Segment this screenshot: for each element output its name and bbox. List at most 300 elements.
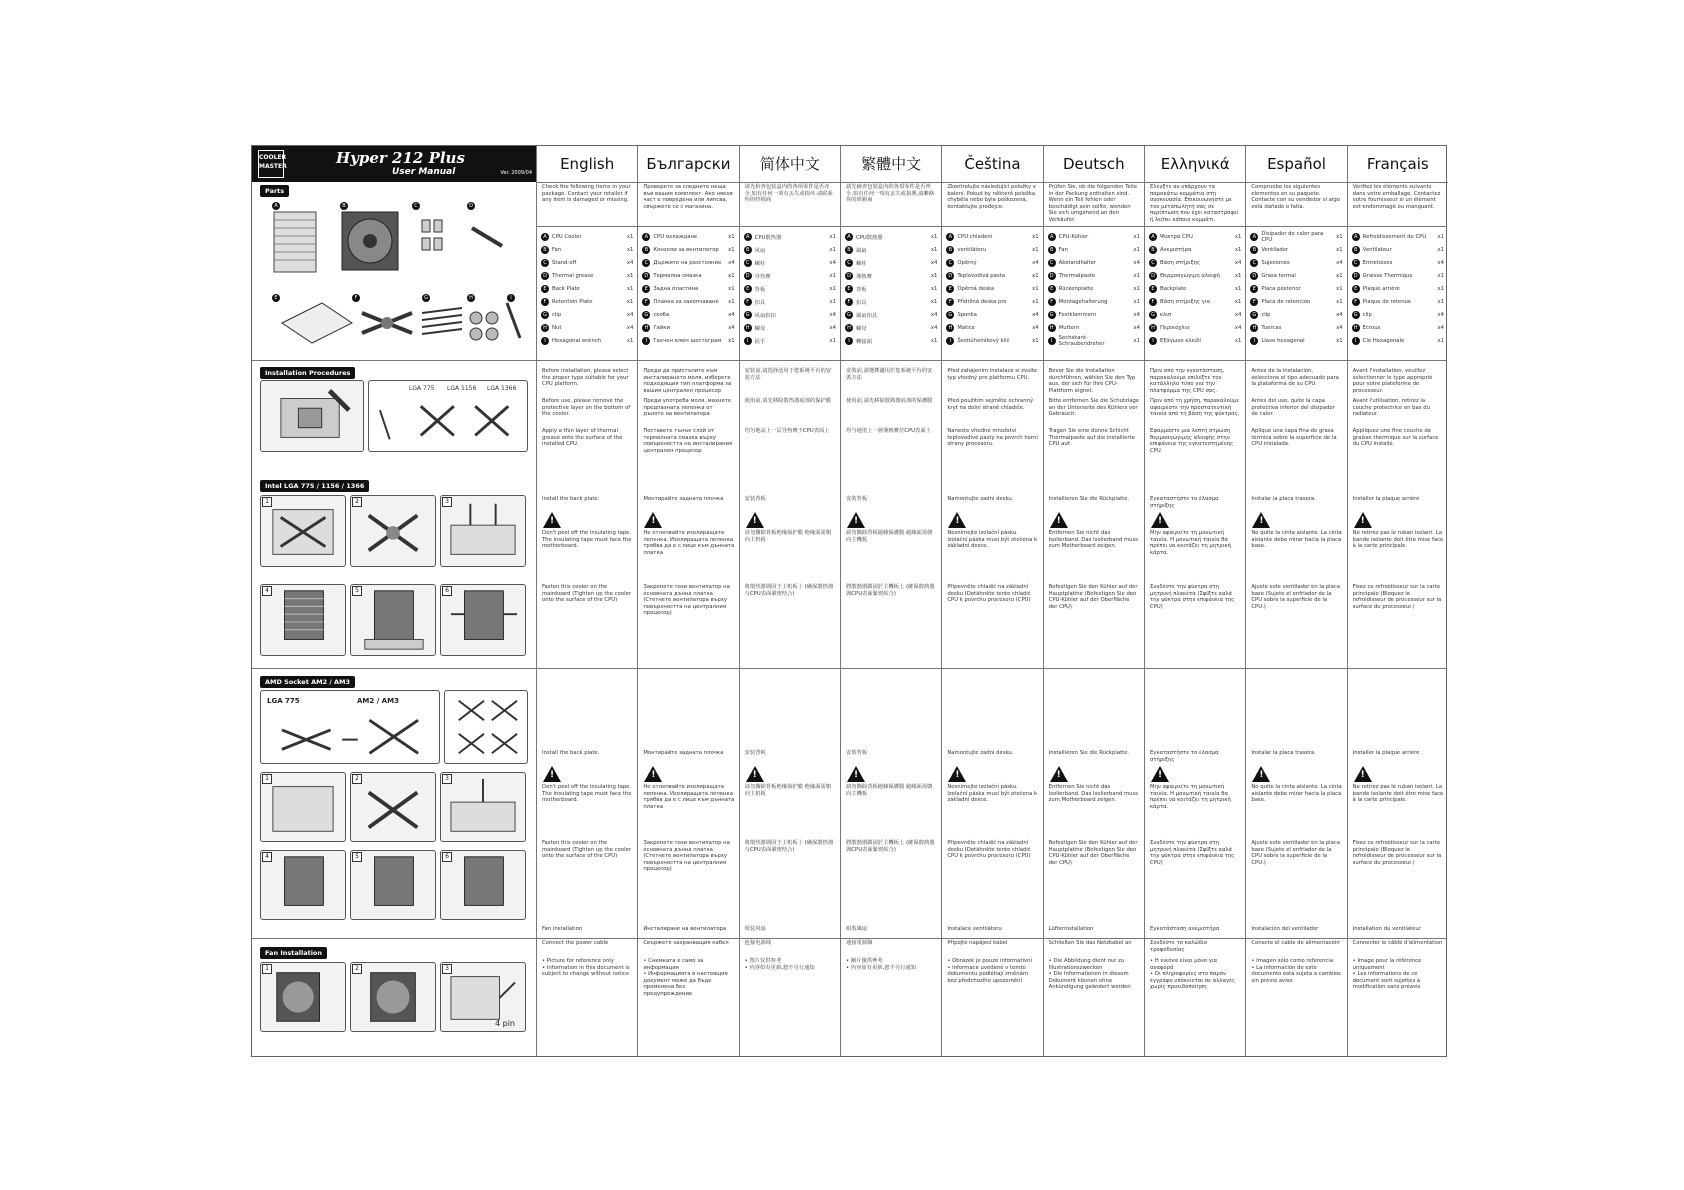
section-label-parts: Parts xyxy=(260,185,289,197)
part-letter-badge: F xyxy=(541,298,549,306)
warning-insulating-tape: Не отлепвайте изолиращата лепенка. Изолиращата лепенка трябва да е с лице към дънната платка xyxy=(643,530,735,556)
section-label-amd: AMD Socket AM2 / AM3 xyxy=(260,676,355,688)
part-name: CPU散熱器 xyxy=(856,234,883,241)
part-quantity: x1 xyxy=(829,298,836,305)
part-name: Refroidissement de CPU xyxy=(1362,233,1427,240)
parts-list-item xyxy=(1149,230,1241,243)
parts-list-item xyxy=(1250,269,1342,282)
part-letter-badge: G xyxy=(1149,311,1157,319)
part-quantity: x4 xyxy=(1234,311,1242,318)
part-letter-badge: B xyxy=(1149,246,1157,254)
part-name: Opěrná deska xyxy=(957,285,995,292)
part-name: Disipador de calor para CPU xyxy=(1261,230,1324,243)
part-quantity: x1 xyxy=(626,285,634,292)
intel-step-2: 2 xyxy=(350,495,436,567)
parts-list-item xyxy=(845,321,937,334)
install-step-select: Before installation, please select the proper type suitable for your CPU platform. xyxy=(542,368,629,388)
part-quantity: x4 xyxy=(1133,311,1140,318)
parts-intro: Compruebe los siguientes elementos en su paquete. Contacte con su vendedor si algo está dañado o falta. xyxy=(1251,184,1340,210)
fan-connect-power: Свържете захранващия кабел xyxy=(643,940,729,946)
part-letter-badge: F xyxy=(946,298,954,306)
part-quantity: x1 xyxy=(829,233,836,240)
install-step-select: 安裝前,請選擇適用於您系統平台的安裝方法 xyxy=(846,368,933,381)
parts-list-item xyxy=(1048,282,1140,295)
language-column xyxy=(1347,146,1448,1056)
part-letter-b: B xyxy=(340,202,348,210)
part-name: Back Plate xyxy=(552,285,580,292)
part-name: Hexagonal wrench xyxy=(552,337,602,344)
install-step-select: Před zahájením instalace si zvolte typ vhodný pro platformu CPU. xyxy=(947,368,1038,381)
parts-intro: Проверете за следните неща във вашия комплект. Ако някоя част е повредена или липсва, свържете се с магазина. xyxy=(643,184,733,210)
part-quantity: x1 xyxy=(1437,298,1444,305)
part-letter-badge: D xyxy=(845,272,853,280)
step-install-backplate: Installieren Sie die Rückplatte. xyxy=(1048,496,1130,502)
install-figure-cpu xyxy=(260,380,364,452)
part-quantity: x1 xyxy=(1133,285,1140,292)
part-name: 風扇 xyxy=(856,247,867,254)
warning-icon: ! xyxy=(847,766,865,782)
part-name: Ecrous xyxy=(1362,324,1381,331)
warning-insulating-tape: Ne retirez pas le ruban isolant. La bande isolante doit être mise face à la carte principale. xyxy=(1352,784,1444,804)
parts-list-item xyxy=(1149,334,1241,347)
parts-list-item xyxy=(744,321,836,334)
step-fasten-cooler: Fixez ce refroidisseur sur la carte principale (Bloquez le refroidisseur de processeur sur la surface du processeur.) xyxy=(1352,584,1442,610)
fan-installation-title: Инсталиране на вентилатора xyxy=(643,926,727,932)
part-letter-badge: D xyxy=(1250,272,1258,280)
parts-list-item xyxy=(845,230,937,243)
part-name: 螺柱 xyxy=(754,260,766,267)
parts-list-item xyxy=(541,321,633,334)
parts-list-item xyxy=(1352,282,1444,295)
install-step-remove-layer: Antes del uso, quite la capa protectiva inferior del disipador de calor. xyxy=(1251,398,1335,418)
illustration-panel xyxy=(252,182,536,1057)
part-letter-badge: A xyxy=(1149,233,1157,241)
intel-step-5: 5 xyxy=(350,584,436,656)
parts-list-item xyxy=(541,230,633,243)
part-quantity: x4 xyxy=(626,259,634,266)
parts-list-item xyxy=(1048,308,1140,321)
warning-icon: ! xyxy=(644,766,662,782)
part-name: Θερμοαγώγιμη αλοιφή xyxy=(1160,272,1220,279)
part-name: скоба xyxy=(653,311,670,318)
warning-insulating-tape: 請勿撕除背板絕緣保護膜 絕緣面需朝向主機板 xyxy=(846,530,933,543)
part-quantity: x1 xyxy=(1336,337,1343,344)
part-name: κλιπ xyxy=(1160,311,1172,318)
part-quantity: x1 xyxy=(1234,246,1242,253)
parts-list-item xyxy=(744,256,836,269)
part-letter-badge: C xyxy=(1149,259,1157,267)
part-name: Festklammern xyxy=(1058,311,1097,318)
parts-list-item xyxy=(1352,230,1444,243)
part-quantity: x1 xyxy=(829,272,836,279)
part-letter-badge: G xyxy=(946,311,954,319)
part-name: Ventilateur xyxy=(1362,246,1392,253)
part-name: ventilátoru xyxy=(957,246,987,253)
part-quantity: x4 xyxy=(1437,311,1444,318)
step-install-backplate: Installieren Sie die Rückplatte. xyxy=(1048,750,1130,756)
part-name: CPU Cooler xyxy=(552,233,582,240)
part-quantity: x1 xyxy=(728,298,735,305)
fan-notes: • Снимката е само за информация • Информацията в настоящия документ може да бъде променена без предупреждение xyxy=(643,958,728,997)
warning-insulating-tape: Μην αφαιρείτε τη μονωτική ταινία. Η μονωτική ταινία θα πρέπει να κοιτάζει τη μητρική κάρτα. xyxy=(1150,784,1231,810)
parts-list-item xyxy=(1352,243,1444,256)
part-quantity: x4 xyxy=(1133,324,1140,331)
part-letter-badge: A xyxy=(1250,233,1258,241)
install-step-grease: Поставете тънък слой от термалната смазка върху повърхността на инсталирания централен процесор xyxy=(643,428,733,454)
part-letter-badge: F xyxy=(642,298,650,306)
part-letter-badge: E xyxy=(642,285,650,293)
part-name: Планка за закопчаване xyxy=(653,298,719,305)
part-letter-badge: I xyxy=(1250,337,1258,345)
parts-list-item xyxy=(845,256,937,269)
parts-list-item xyxy=(642,230,734,243)
language-title: Español xyxy=(1246,146,1346,183)
parts-list-item xyxy=(845,269,937,282)
part-name: Teplovodivá pasta xyxy=(957,272,1005,279)
step-fasten-cooler: 将散热器锁固于主机板上 (确保散热器与CPU表面紧密结合) xyxy=(744,840,834,853)
warning-icon: ! xyxy=(644,512,662,528)
part-letter-badge: H xyxy=(744,324,752,332)
parts-list-item xyxy=(845,308,937,321)
install-step-grease: Appliquez une fine couche de graisse thermique sur la surface du CPU installé. xyxy=(1352,428,1439,448)
fan-installation-title: Instalación del ventilador xyxy=(1251,926,1319,932)
part-letter-badge: I xyxy=(642,337,650,345)
part-quantity: x4 xyxy=(930,324,938,331)
part-quantity: x4 xyxy=(728,311,735,318)
parts-list-item xyxy=(541,334,633,347)
part-name: Placa posterior xyxy=(1261,285,1301,292)
warning-insulating-tape: Nesnímejte izolační pásku. Izolační páska musí být otočena k základní desce. xyxy=(947,530,1038,550)
part-name: 背板 xyxy=(856,286,867,293)
part-letter-badge: F xyxy=(1352,298,1360,306)
fan-installation-title: Lüfterinstallation xyxy=(1048,926,1094,932)
lga775-label: LGA 775 xyxy=(409,385,435,392)
part-quantity: x1 xyxy=(1234,298,1242,305)
part-letter-badge: I xyxy=(845,337,853,345)
step-fasten-cooler: Befestigen Sie den Kühler auf der Hauptplatine (Befestigen Sie den CPU-Kühler auf der Oberfläche der CPU) xyxy=(1048,584,1138,610)
part-name: Opěrný xyxy=(957,259,977,266)
part-quantity: x4 xyxy=(1032,324,1039,331)
part-quantity: x4 xyxy=(728,259,735,266)
part-letter-badge: D xyxy=(1048,272,1056,280)
part-letter-badge: D xyxy=(1149,272,1157,280)
parts-list xyxy=(744,230,836,347)
parts-list-item xyxy=(946,334,1038,347)
parts-list-item xyxy=(946,308,1038,321)
part-letter-badge: C xyxy=(541,259,549,267)
language-title: Čeština xyxy=(942,146,1042,183)
amd-lga775-label: LGA 775 xyxy=(267,697,300,705)
part-letter-badge: G xyxy=(1250,311,1258,319)
fan-notes: • 图片仅供参考 • 内容如有更新,恕不另行通知 xyxy=(744,958,815,971)
part-name: CPU охлаждане xyxy=(653,233,698,240)
step-install-backplate: Installer la plaque arrière xyxy=(1352,750,1420,756)
part-letter-badge: C xyxy=(744,259,752,267)
language-column xyxy=(1144,146,1245,1056)
warning-insulating-tape: 请勿撕除背板绝缘保护膜 绝缘面需朝向主机板 xyxy=(744,784,832,797)
parts-list-item xyxy=(642,256,734,269)
part-name: Thermalpaste xyxy=(1058,272,1096,279)
warning-icon: ! xyxy=(1151,512,1169,528)
parts-list-item xyxy=(946,282,1038,295)
part-letter-a: A xyxy=(272,202,280,210)
part-quantity: x1 xyxy=(1234,337,1242,344)
warning-icon: ! xyxy=(543,766,561,782)
parts-list-item xyxy=(1352,256,1444,269)
step-fasten-cooler: 将散热器锁固于主机板上 (确保散热器与CPU表面紧密结合) xyxy=(744,584,834,597)
part-letter-d: D xyxy=(467,202,475,210)
part-letter-badge: G xyxy=(642,311,650,319)
part-quantity: x4 xyxy=(1234,259,1242,266)
step-install-backplate: Монтирайте задната плочка xyxy=(643,496,724,502)
parts-list-item xyxy=(946,269,1038,282)
amd-figure-bracket xyxy=(260,690,440,764)
part-letter-badge: I xyxy=(1352,337,1360,345)
parts-list-item xyxy=(1149,243,1241,256)
fan-connect-power: 连接电源线 xyxy=(744,940,772,946)
part-name: Grasa termal xyxy=(1261,272,1296,279)
warning-icon: ! xyxy=(543,512,561,528)
amd-figure-orientation xyxy=(444,690,528,764)
part-name: 轉接頭 xyxy=(856,338,872,345)
parts-list-item xyxy=(744,308,836,321)
part-quantity: x4 xyxy=(1437,324,1444,331)
parts-list-item xyxy=(1352,269,1444,282)
parts-list-item xyxy=(1149,295,1241,308)
step-fasten-cooler: Закрепете този вентилатор на основната дънна платка (Стегнете вентилатора върху повърхността на централния процесор) xyxy=(643,584,730,617)
part-name: Sponka xyxy=(957,311,977,318)
part-quantity: x1 xyxy=(1336,272,1343,279)
amd-am-label: AM2 / AM3 xyxy=(357,697,399,705)
part-letter-badge: G xyxy=(845,311,853,319)
fan-connect-power: Connecter le câble d'alimentation xyxy=(1352,940,1443,946)
fan-connect-power: Συνδέστε το καλώδιο τροφοδοσίας xyxy=(1150,940,1208,953)
parts-list xyxy=(946,230,1038,347)
parts-illustration xyxy=(262,198,526,358)
part-letter-badge: A xyxy=(946,233,954,241)
manual-sheet xyxy=(251,145,1447,1057)
part-name: clip xyxy=(552,311,562,318)
part-quantity: x1 xyxy=(1437,246,1444,253)
step-fasten-cooler: Συνδέστε την ψύκτρα στη μητρική πλακέτα (Σφίξτε καλά την ψύκτρα στην επιφάνεια της CPU) xyxy=(1150,584,1235,610)
part-quantity: x1 xyxy=(1234,272,1242,279)
part-quantity: x1 xyxy=(1437,233,1444,240)
part-name: Stand-off xyxy=(552,259,577,266)
step-fasten-cooler: Ajuste este ventilador en la placa base (Sujete el enfriador de la CPU sobre la superficie de la CPU.) xyxy=(1251,840,1341,866)
part-name: Retention Plate xyxy=(552,298,593,305)
part-quantity: x1 xyxy=(626,272,634,279)
parts-list-item xyxy=(1048,295,1140,308)
part-letter-badge: D xyxy=(642,272,650,280)
parts-list-item xyxy=(541,308,633,321)
part-quantity: x4 xyxy=(1336,311,1343,318)
part-name: Ventilador xyxy=(1261,246,1289,253)
install-step-grease: Εφαρμόστε μια λεπτή στρώση θερμοαγώγιμης αλοιφής στην επιφάνεια της εγκατεστημένης CPU. xyxy=(1150,428,1234,454)
part-letter-badge: A xyxy=(1352,233,1360,241)
parts-list xyxy=(845,230,937,347)
fan-connect-power: Conecte el cable de alimentación xyxy=(1251,940,1340,946)
part-quantity: x4 xyxy=(1336,324,1343,331)
install-step-grease: Apply a thin layer of thermal grease onto the surface of the installed CPU. xyxy=(542,428,623,448)
step-install-backplate: Install the back plate. xyxy=(542,496,600,502)
part-name: Nut xyxy=(552,324,562,331)
fan-step-3: 3 4 pin xyxy=(440,962,526,1032)
warning-icon: ! xyxy=(1050,766,1068,782)
part-name: Ανεμιστήρα xyxy=(1160,246,1192,253)
part-name: 螺柱 xyxy=(856,260,867,267)
part-letter-badge: H xyxy=(946,324,954,332)
part-letter-f: F xyxy=(352,294,360,302)
divider xyxy=(536,938,1446,939)
part-letter-badge: C xyxy=(1352,259,1360,267)
parts-list-item xyxy=(1250,282,1342,295)
part-name: Plaque de retenue xyxy=(1362,298,1412,305)
parts-intro: 请先检查包装盒内的各项零件是否齐全,如有任何一项有丢失或损坏,请联系你的经销商 xyxy=(744,184,833,204)
part-name: Fan xyxy=(552,246,562,253)
part-letter-badge: B xyxy=(1250,246,1258,254)
install-step-grease: Aplique una capa fina de grasa térmica sobre la superficie de la CPU instalada. xyxy=(1251,428,1337,448)
parts-list-item xyxy=(1048,269,1140,282)
part-letter-e: E xyxy=(272,294,280,302)
language-title: 简体中文 xyxy=(740,146,840,183)
part-name: Βάση στήριξης για xyxy=(1160,298,1211,305)
section-label-install: Installation Procedures xyxy=(260,367,355,379)
part-letter-badge: F xyxy=(744,298,752,306)
part-name: Backplate xyxy=(1160,285,1187,292)
parts-list-item xyxy=(1352,321,1444,334)
part-name: Clé Hexagonale xyxy=(1362,337,1405,344)
part-name: Περικόχλιο xyxy=(1160,324,1190,331)
warning-icon: ! xyxy=(1354,766,1372,782)
warning-icon: ! xyxy=(1252,512,1270,528)
fan-notes: • Picture for reference only • Information in this document is subject to change without notice xyxy=(542,958,630,978)
part-quantity: x4 xyxy=(728,324,735,331)
fan-installation-title: 组装风扇 xyxy=(744,926,766,932)
part-name: 風扇扣具 xyxy=(856,312,878,319)
warning-icon: ! xyxy=(746,512,764,528)
warning-insulating-tape: Don't peel off the insulating tape. The insulating tape must face the motherboard. xyxy=(542,784,632,804)
fan-notes: • Η εικόνα είναι μόνο για αναφορά • Οι πληροφορίες στο παρόν έγγραφο υπόκεινται σε αλλαγές χωρίς προειδοποίηση xyxy=(1150,958,1236,991)
warning-insulating-tape: 请勿撕除背板绝缘保护膜 绝缘面需朝向主机板 xyxy=(744,530,832,543)
step-install-backplate: 安装背板 xyxy=(744,750,766,756)
language-column xyxy=(739,146,840,1056)
part-quantity: x1 xyxy=(728,285,735,292)
part-quantity: x4 xyxy=(1032,311,1039,318)
parts-list-item xyxy=(541,282,633,295)
warning-insulating-tape: No quite la cinta aislante. La cinta aislante debe mirar hacia la placa base. xyxy=(1251,784,1342,804)
part-quantity: x1 xyxy=(930,298,938,305)
divider xyxy=(536,668,1446,669)
parts-list-item xyxy=(946,243,1038,256)
part-letter-badge: B xyxy=(946,246,954,254)
part-letter-badge: H xyxy=(1352,324,1360,332)
install-step-remove-layer: Před použitím sejměte ochranný kryt na dolní straně chladiče. xyxy=(947,398,1034,411)
language-column xyxy=(941,146,1042,1056)
install-step-remove-layer: Преди употреба моля, махнете предпазната лепенка от дъното на вентилатора xyxy=(643,398,732,418)
parts-list-item xyxy=(1149,282,1241,295)
install-step-select: Antes de la instalación, seleccione el tipo adecuado para la plataforma de su CPU. xyxy=(1251,368,1339,388)
part-name: Fan xyxy=(1058,246,1068,253)
divider xyxy=(536,226,1446,227)
parts-list-item xyxy=(642,243,734,256)
part-quantity: x1 xyxy=(930,272,938,279)
part-letter-badge: H xyxy=(845,324,853,332)
section-label-fan: Fan Installation xyxy=(260,947,327,959)
divider xyxy=(536,360,1446,361)
parts-list-item xyxy=(946,256,1038,269)
part-name: Tuercas xyxy=(1261,324,1282,331)
part-letter-badge: B xyxy=(744,246,752,254)
parts-list-item xyxy=(1048,321,1140,334)
part-quantity: x1 xyxy=(1336,233,1343,240)
parts-list-item xyxy=(642,295,734,308)
parts-list-item xyxy=(1250,308,1342,321)
warning-insulating-tape: Nesnímejte izolační pásku. Izolační páska musí být otočena k základní desce. xyxy=(947,784,1038,804)
parts-list-item xyxy=(1149,256,1241,269)
install-step-grease: 均匀地涂上一层导热膏于CPU表面上 xyxy=(744,428,830,434)
step-fasten-cooler: Fixez ce refroidisseur sur la carte principale (Bloquez le refroidisseur de processeur sur la surface du processeur.) xyxy=(1352,840,1442,866)
install-step-grease: Naneste vhodné množství teplovodivé pasty na povrch horní strany procesoru. xyxy=(947,428,1038,448)
parts-list xyxy=(1048,230,1140,347)
warning-insulating-tape: No quite la cinta aislante. La cinta aislante debe mirar hacia la placa base. xyxy=(1251,530,1342,550)
parts-list-item xyxy=(642,282,734,295)
language-title: Български xyxy=(638,146,738,183)
part-quantity: x1 xyxy=(829,285,836,292)
parts-intro: Ελέγξτε αν υπάρχουν τα παρακάτω κομμάτια στη συσκευασία. Επικοινωνήστε με τον μεταπωλητή σας σε περίπτωση που έχει καταστραφεί ή λείπει κάποιο κομμάτι. xyxy=(1150,184,1239,223)
part-letter-badge: D xyxy=(744,272,752,280)
part-name: 背板 xyxy=(754,286,766,293)
language-column xyxy=(536,146,637,1056)
part-name: Entretoises xyxy=(1362,259,1393,266)
parts-list-item xyxy=(1352,308,1444,321)
part-name: Sujeciones xyxy=(1261,259,1290,266)
part-name: Ψύκτρα CPU xyxy=(1160,233,1193,240)
part-quantity: x4 xyxy=(829,324,836,331)
part-letter-badge: C xyxy=(1048,259,1056,267)
lga1366-label: LGA 1366 xyxy=(487,385,517,392)
step-fasten-cooler: Ajuste este ventilador en la placa base (Sujete el enfriador de la CPU sobre la superficie de la CPU.) xyxy=(1251,584,1341,610)
part-letter-badge: C xyxy=(1250,259,1258,267)
part-quantity: x1 xyxy=(1133,337,1140,344)
part-quantity: x1 xyxy=(1032,233,1039,240)
language-column xyxy=(1245,146,1346,1056)
step-fasten-cooler: Befestigen Sie den Kühler auf der Hauptplatine (Befestigen Sie den CPU-Kühler auf der Oberfläche der CPU) xyxy=(1048,840,1138,866)
step-install-backplate: Εγκαταστήστε το έλασμα στήριξης xyxy=(1150,496,1219,509)
fan-connect-power: Schließen Sie das Netzkabel an xyxy=(1048,940,1132,946)
part-quantity: x1 xyxy=(1032,298,1039,305)
part-letter-g: G xyxy=(422,294,430,302)
parts-list xyxy=(1250,230,1342,347)
fan-connect-power: Connect the power cable xyxy=(542,940,609,946)
part-name: Llave hexagonal xyxy=(1261,337,1305,344)
amd-step-4: 4 xyxy=(260,850,346,920)
fan-connect-power: 連接電源線 xyxy=(846,940,873,946)
step-install-backplate: Монтирайте задната плочка xyxy=(643,750,724,756)
parts-list xyxy=(541,230,633,347)
warning-icon: ! xyxy=(1354,512,1372,528)
part-name: Термална смазка xyxy=(653,272,702,279)
language-column xyxy=(840,146,941,1056)
parts-list-item xyxy=(1250,230,1342,243)
parts-list-item xyxy=(541,256,633,269)
language-title: Ελληνικά xyxy=(1145,146,1245,183)
warning-icon: ! xyxy=(847,512,865,528)
part-name: Βάση στήριξης xyxy=(1160,259,1201,266)
language-title: English xyxy=(537,146,637,183)
step-fasten-cooler: Συνδέστε την ψύκτρα στη μητρική πλακέτα (Σφίξτε καλά την ψύκτρα στην επιφάνεια της CPU) xyxy=(1150,840,1235,866)
part-quantity: x1 xyxy=(930,233,938,240)
part-letter-badge: B xyxy=(642,246,650,254)
